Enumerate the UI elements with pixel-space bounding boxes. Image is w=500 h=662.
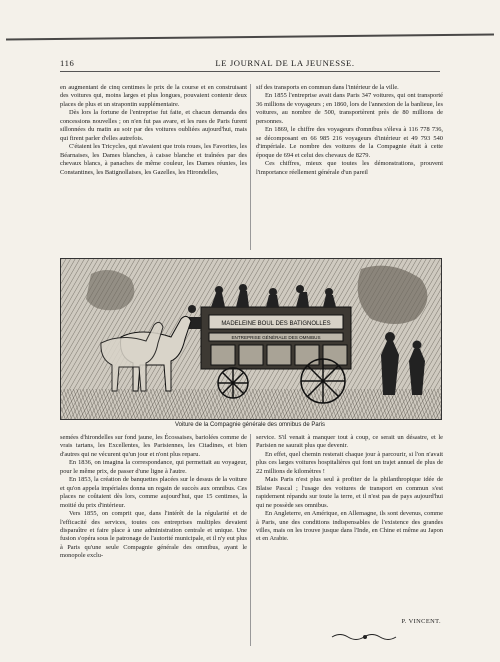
omnibus-illustration	[60, 258, 442, 420]
column-divider	[250, 434, 251, 646]
top-right-column	[256, 84, 443, 177]
omnibus-panel-text: ENTREPRISE GÉNÉRALE DES OMNIBUS	[231, 335, 321, 340]
bottom-right-column	[256, 434, 443, 544]
journal-title: LE JOURNAL DE LA JEUNESSE.	[215, 58, 355, 68]
paragraph: C'étaient les Tricycles, qui n'avaient que trois roues, les Favorites, les Béarnaises, les Dames blanches, à caisse blanche et traînées par des chevaux blancs, à panaches de même couleur, les Dames réunies, les Constantines, les Batignollaises, les Gazelles, les Hirondelles,	[60, 143, 247, 176]
paragraph: En 1853, la création de banquettes placées sur le dessus de la voiture et qu'on appela impériales donna un regain de succès aux omnibus. Ces places ne coûtaient dès lors, comme aujourd'hui, que 15 centimes, la moitié du prix d'intérieur.	[60, 476, 247, 509]
paragraph: En 1855 l'entreprise avait dans Paris 347 voitures, qui ont transporté 36 millions de voyageurs ; en 1860, lors de l'annexion de la banlieue, les voitures, au nombre de 500, transportèrent près de 80 millions de personnes.	[256, 92, 443, 125]
omnibus-sign-text: MADELEINE BOUL DES BATIGNOLLES	[221, 321, 331, 327]
front-wheel	[218, 368, 248, 398]
top-left-column	[60, 84, 247, 177]
paragraph: sif des transports en commun dans l'intérieur de la ville.	[256, 84, 399, 91]
paragraph: Vers 1855, on comprit que, dans l'intérêt de la régularité et de l'efficacité des services, toutes ces entreprises multiples devaient disparaître et faire place à une administration centrale et unique. Une fusion s'opéra sous le patronage de l'autorité municipale, et il n'y eut plus à Paris qu'une seule Compagnie générale des omnibus, ayant le monopole exclu-	[60, 510, 247, 560]
paragraph: En 1869, le chiffre des voyageurs d'omnibus s'éleva à 116 778 736, se décomposant en 66 985 216 voyageurs d'intérieur et 49 793 540 d'impériale. Le nombre des voitures de la Compagnie était à cette époque de 694 et celui des chevaux de 8279.	[256, 126, 443, 159]
illustration-caption: Voiture de la Compagnie générale des omnibus de Paris	[174, 422, 326, 428]
omnibus-engraving	[61, 259, 441, 419]
scan-edge-line	[6, 33, 494, 40]
omnibus-window	[295, 345, 319, 365]
column-divider	[250, 84, 251, 250]
rear-wheel	[301, 359, 345, 403]
bottom-left-column	[60, 434, 247, 561]
paragraph: semées d'hirondelles sur fond jaune, les Écossaises, bariolées comme de vrais tartans, les Excellentes, les Parisiennes, les Citadines, et bien d'autres qui ne vécurent qu'un jour et n'ont plus reparu.	[60, 434, 247, 458]
pedestrian	[409, 349, 425, 395]
paragraph: service. S'il venait à manquer tout à coup, ce serait un désastre, et le Parisien ne saurait plus que devenir.	[256, 434, 443, 450]
paragraph: Mais Paris n'est plus seul à profiter de la philanthropique idée de Blaise Pascal ; l'usage des voitures de transport en commun s'est rapidement répandu sur toute la terre, et il n'est pas de pays aujourd'hui qui ne possède ses omnibus.	[256, 476, 443, 509]
header-rule	[60, 71, 440, 72]
paragraph: Ces chiffres, mieux que toutes les démonstrations, prouvent l'importance réellement générale d'un pareil	[256, 160, 443, 176]
omnibus-window	[211, 345, 235, 365]
paragraph: En 1836, on imagina la correspondance, qui permettait au voyageur, pour le même prix, de passer d'une ligne à l'autre.	[60, 459, 247, 475]
driver	[188, 305, 196, 313]
author-signature: P. VINCENT.	[401, 618, 441, 625]
omnibus-window	[267, 345, 291, 365]
omnibus-window	[239, 345, 263, 365]
paragraph: en augmentant de cinq centimes le prix de la course et en construisant des voitures qui, moins larges et plus longues, pouvaient contenir deux places de plus et un strapontin supplémentaire.	[60, 84, 247, 108]
page-header	[60, 55, 440, 71]
paragraph: En Angleterre, en Amérique, en Allemagne, ils sont devenus, comme à Paris, une des conditions indispensables de l'existence des grandes villes, mais on les trouve jusque dans l'Inde, en Chine et même au Japon et en Arabie.	[256, 510, 443, 543]
page-number: 116	[60, 58, 75, 68]
paragraph: Dès lors la fortune de l'entreprise fut faite, et chacun demanda des concessions nouvelles ; on n'en fut pas avare, et les rues de Paris furent sillonnées du matin au soir par des voitures oubliées aujourd'hui, mais qui firent parler d'elles autrefois.	[60, 109, 247, 142]
paragraph: En effet, quel chemin resterait chaque jour à parcourir, si l'on n'avait plus ces larges voitures hospitalières qui font un trajet annuel de plus de 22 millions de kilomètres !	[256, 450, 443, 475]
ornament-tailpiece	[330, 632, 400, 642]
